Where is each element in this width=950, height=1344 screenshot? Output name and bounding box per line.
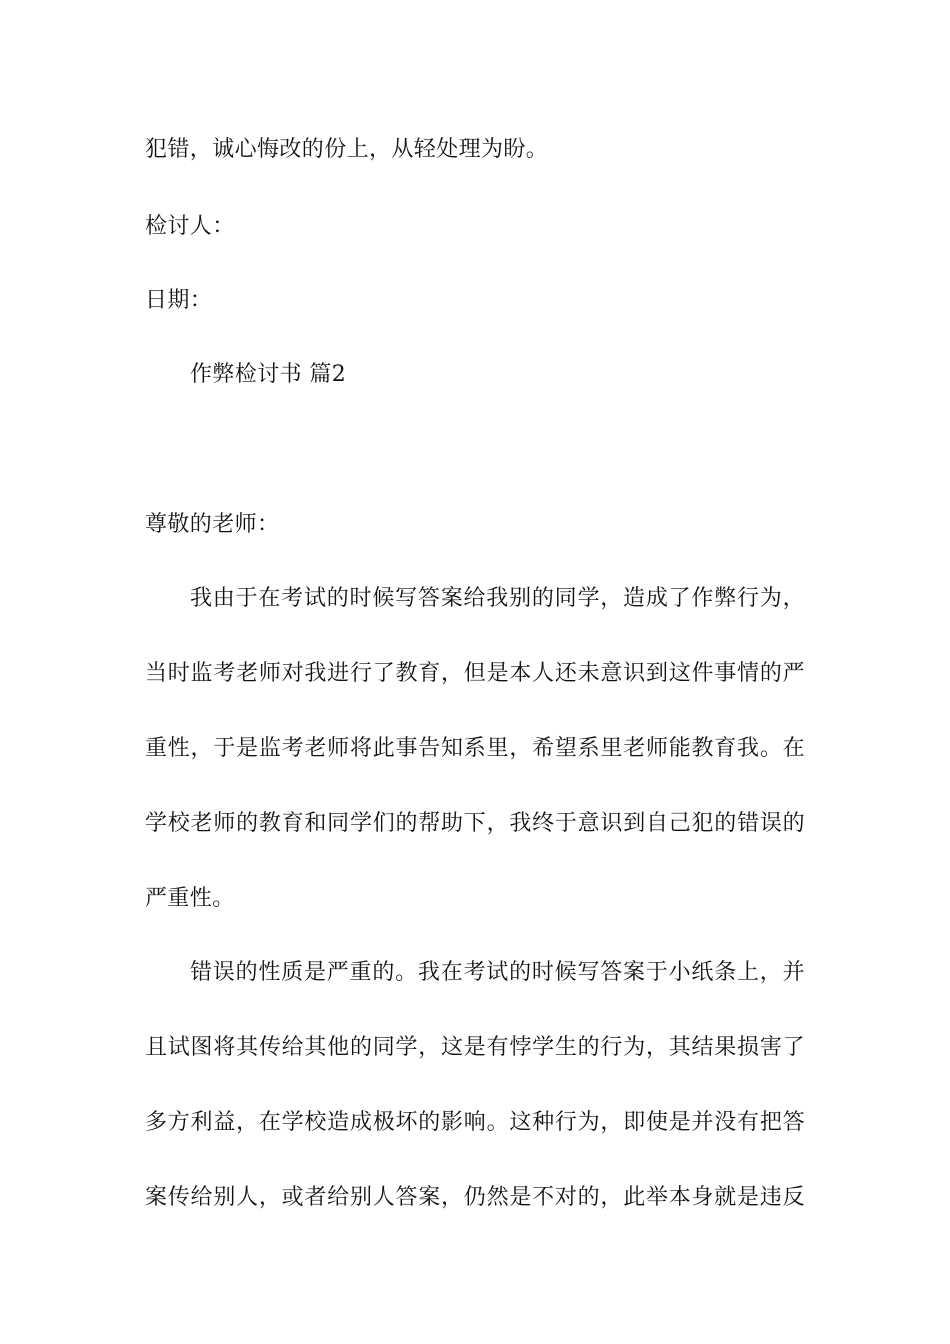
paragraph-line: 严重性。 (145, 886, 235, 911)
paragraph-line: 我由于在考试的时候写答案给我别的同学，造成了作弊行为， (190, 586, 805, 611)
section-heading: 作弊检讨书 篇2 (190, 362, 347, 387)
paragraph-line: 学校老师的教育和同学们的帮助下，我终于意识到自己犯的错误的 (145, 811, 805, 836)
date-label: 日期： (145, 288, 213, 313)
paragraph-line: 重性，于是监考老师将此事告知系里，希望系里老师能教育我。在 (145, 736, 805, 761)
paragraph-line: 当时监考老师对我进行了教育，但是本人还未意识到这件事情的严 (145, 661, 805, 686)
paragraph-line: 错误的性质是严重的。我在考试的时候写答案于小纸条上，并 (190, 960, 805, 985)
closing-sentence: 犯错，诚心悔改的份上，从轻处理为盼。 (145, 137, 549, 162)
paragraph-line: 多方利益，在学校造成极坏的影响。这种行为，即使是并没有把答 (145, 1110, 805, 1135)
paragraph-line: 且试图将其传给其他的同学，这是有悖学生的行为，其结果损害了 (145, 1035, 805, 1060)
paragraph-line: 案传给别人，或者给别人答案，仍然是不对的，此举本身就是违反 (145, 1185, 805, 1210)
reviewer-label: 检讨人： (145, 214, 235, 239)
salutation: 尊敬的老师： (145, 512, 280, 537)
